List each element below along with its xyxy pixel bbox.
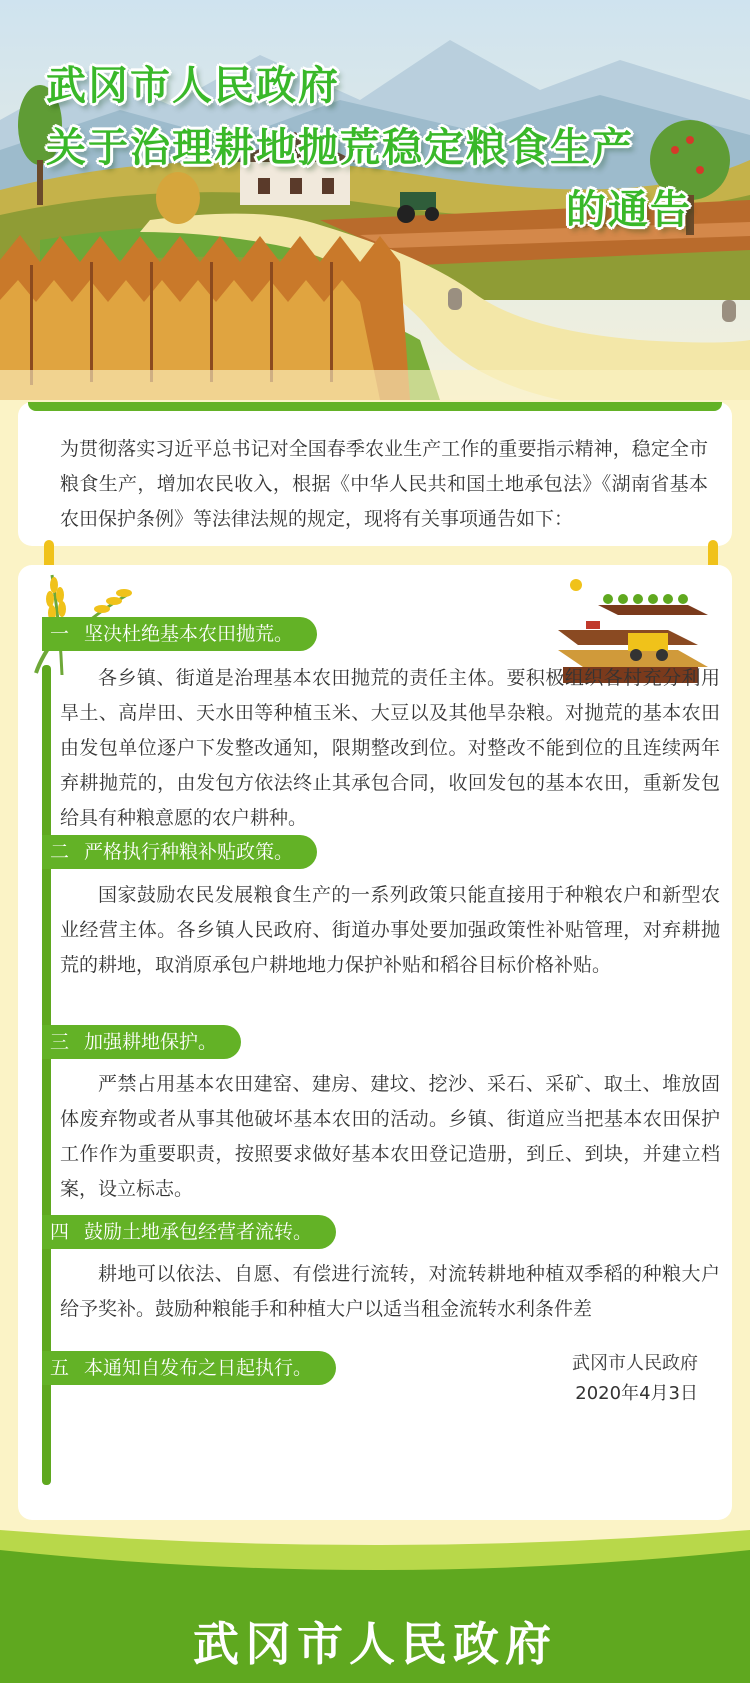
footer-banner xyxy=(0,1520,750,1683)
section-number-1: 一 xyxy=(50,623,70,645)
section-title-2: 严格执行种粮补贴政策。 xyxy=(84,841,294,863)
footer-title: 武冈市人民政府 xyxy=(193,1617,557,1671)
section-heading-3 xyxy=(42,1025,241,1059)
section-heading-4 xyxy=(42,1215,336,1249)
section-heading-5 xyxy=(42,1351,336,1385)
section-number-4: 四 xyxy=(50,1221,70,1243)
section-body-1: 各乡镇、街道是治理基本农田抛荒的责任主体。要积极组织各村充分利用旱土、高岸田、天水田等种植玉米、大豆以及其他旱杂粮。对抛荒的基本农田由发包单位逐户下发整改通知，限期整改到位。对整改不能到位的且连续两年弃耕抛荒的，由发包方依法终止其承包合同，收回发包的基本农田，重新发包给具有种粮意愿的农户耕种。 xyxy=(60,667,720,829)
section-title-3: 加强耕地保护。 xyxy=(84,1031,218,1053)
section-title-5: 本通知自发布之日起执行。 xyxy=(84,1357,313,1379)
section-number-2: 二 xyxy=(50,841,70,863)
intro-top-bar xyxy=(28,402,722,411)
intro-card xyxy=(18,402,732,546)
section-heading-2 xyxy=(42,835,317,869)
section-title-1: 坚决杜绝基本农田抛荒。 xyxy=(84,623,294,645)
section-body-3: 严禁占用基本农田建窑、建房、建坟、挖沙、采石、采矿、取土、堆放固体废弃物或者从事其他破坏基本农田的活动。乡镇、街道应当把基本农田保护工作作为重要职责，按照要求做好基本农田登记造册，到丘、到块，并建立档案，设立标志。 xyxy=(60,1073,720,1200)
section-title-4: 鼓励土地承包经营者流转。 xyxy=(84,1221,313,1243)
title-line-1: 武冈市人民政府 xyxy=(46,62,340,109)
signature-block xyxy=(572,1349,698,1409)
intro-text: 为贯彻落实习近平总书记对全国春季农业生产工作的重要指示精神，稳定全市粮食生产，增加农民收入，根据《中华人民共和国土地承包法》《湖南省基本农田保护条例》等法律法规的规定，现将有关事项通告如下： xyxy=(60,438,708,530)
signature-org: 武冈市人民政府 xyxy=(572,1353,698,1374)
hero-banner xyxy=(0,0,750,400)
section-number-5: 五 xyxy=(50,1357,70,1379)
signature-date: 2020年4月3日 xyxy=(575,1383,698,1404)
section-heading-1 xyxy=(42,617,317,651)
section-number-3: 三 xyxy=(50,1031,70,1053)
title-line-2: 关于治理耕地抛荒稳定粮食生产 xyxy=(46,124,634,171)
notice-card xyxy=(18,565,732,1520)
section-body-4: 耕地可以依法、自愿、有偿进行流转，对流转耕地种植双季稻的种粮大户给予奖补。鼓励种粮能手和种植大户以适当租金流转水利条件差 xyxy=(60,1263,720,1320)
title-line-3: 的通告 xyxy=(566,186,692,233)
section-body-2: 国家鼓励农民发展粮食生产的一系列政策只能直接用于种粮农户和新型农业经营主体。各乡镇人民政府、街道办事处要加强政策性补贴管理，对弃耕抛荒的耕地，取消原承包户耕地地力保护补贴和稻谷目标价格补贴。 xyxy=(60,884,720,976)
